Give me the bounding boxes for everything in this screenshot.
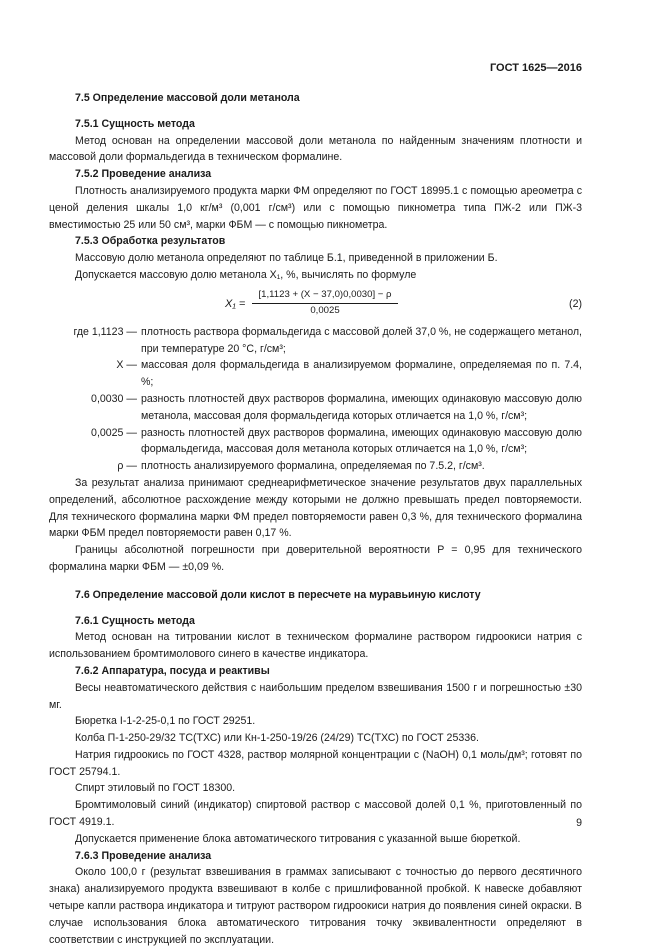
section-7-6-3-text: Около 100,0 г (результат взвешивания в граммах записывают с точностью до первого десятичного знака) анализируемого продукта взвешивают в колбе с пришлифованной пробкой. К навеске добавляют четыре капли раствора индикатора и титруют раствором гидроокиси натрия до появления синей окраски. В случае использования блока автоматического титрования точку эквивалентности определяют в соответствии с инструкцией по эксплуатации. (49, 866, 582, 946)
equipment-item: Спирт этиловый по ГОСТ 18300. (75, 782, 236, 795)
equipment-item: Бромтимоловый синий (индикатор) спиртовой раствор с массовой долей 0,1 %, приготовленный по ГОСТ 4919.1. (49, 799, 582, 829)
bounds-paragraph: Границы абсолютной погрешности при доверительной вероятности P = 0,95 для технического формалина марки ФБМ — ±0,09 %. (49, 544, 582, 573)
formula-lhs: X₁ = (225, 297, 246, 310)
section-7-6-2-title: 7.6.2 Аппаратура, посуда и реактивы (75, 664, 270, 677)
section-7-5-2-title: 7.5.2 Проведение анализа (75, 168, 212, 181)
definitions-list (49, 324, 582, 475)
definition-term: 0,0025 — (91, 426, 137, 439)
definition-text: плотность анализируемого формалина, определяемая по 7.5.2, г/см³. (141, 460, 485, 473)
definition-text: массовая доля формальдегида в анализируемом формалине, определяемая по п. 7.4, %; (141, 359, 582, 389)
formula-number: (2) (569, 297, 582, 310)
definition-text: разность плотностей двух растворов формалина, имеющих одинаковую массовую долю формальдегида, массовая доля метанола которых отличается на 1,0 %, г/см³; (141, 426, 582, 456)
formula-2 (49, 288, 582, 322)
definition-item (49, 357, 582, 391)
section-7-5-3-title: 7.5.3 Обработка результатов (75, 235, 226, 248)
section-7-6-title: 7.6 Определение массовой доли кислот в пересчете на муравьиную кислоту (75, 588, 481, 601)
formula-denominator: 0,0025 (310, 304, 340, 316)
section-7-5-3-text-2: Допускается массовую долю метанола X₁, %, вычислять по формуле (75, 268, 417, 281)
definition-term: ρ — (117, 460, 137, 473)
section-7-5-1-title: 7.5.1 Сущность метода (75, 117, 195, 130)
definition-item (49, 425, 582, 459)
formula-numerator: [1,1123 + (X − 37,0)0,0030] − ρ (252, 288, 398, 304)
result-paragraph: За результат анализа принимают среднеарифметическое значение результатов двух параллельных определений, абсолютное расхождение между которыми не должно превышать предел повторяемости. Для технического формалина марки ФМ предел повторяемости равен 0,3 %, для технического формалина марки ФБМ предел повторяемости равен 0,17 %. (49, 476, 582, 540)
equipment-item: Колба П-1-250-29/32 ТС(ТХС) или Кн-1-250-19/26 (24/29) ТС(ТХС) по ГОСТ 25336. (75, 732, 479, 745)
section-7-6-1-title: 7.6.1 Сущность метода (75, 614, 195, 627)
equipment-item: Весы неавтоматического действия с наибольшим пределом взвешивания 1500 г и погрешностью ±30 мг. (49, 681, 582, 711)
definition-term: X — (116, 359, 137, 372)
page-number: 9 (576, 817, 582, 829)
equipment-item: Допускается применение блока автоматического титрования с указанной выше бюреткой. (75, 832, 521, 845)
section-7-5-2-text: Плотность анализируемого продукта марки ФМ определяют по ГОСТ 18995.1 с помощью ареометра с ценой деления шкалы 1,0 кг/м³ (0,001 г/см³) или с помощью пикнометра типа ПЖ-2 или ПЖ-3 вместимостью 25 или 50 см³, марки ФБМ — с помощью пикнометра. (49, 184, 582, 231)
page-content (49, 90, 582, 948)
definition-text: разность плотностей двух растворов формалина, имеющих одинаковую массовую долю метанола, массовая доля формальдегида которых отличается на 1,0 %, г/см³; (141, 392, 582, 422)
formula-fraction (252, 288, 398, 318)
definition-item (49, 458, 582, 475)
definition-item (49, 391, 582, 425)
section-7-5-title: 7.5 Определение массовой доли метанола (75, 92, 300, 104)
equipment-item: Натрия гидроокись по ГОСТ 4328, раствор молярной концентрации c (NaOH) 0,1 моль/дм³; готовят по ГОСТ 25794.1. (49, 748, 582, 778)
definition-text: плотность раствора формальдегида с массовой долей 37,0 %, не содержащего метанол, при температуре 20 °С, г/см³; (141, 325, 582, 355)
definition-term: 0,0030 — (91, 392, 137, 405)
equipment-item: Бюретка I-1-2-25-0,1 по ГОСТ 29251. (75, 715, 256, 728)
definition-term: где 1,1123 — (73, 325, 137, 338)
section-7-6-1-text: Метод основан на титровании кислот в техническом формалине раствором гидроокиси натрия с использованием бромтимолового синего в качестве индикатора. (49, 631, 582, 661)
running-header: ГОСТ 1625—2016 (489, 62, 582, 74)
section-7-5-3-text-1: Массовую долю метанола определяют по таблице Б.1, приведенной в приложении Б. (75, 252, 498, 265)
definition-item (49, 324, 582, 358)
section-7-5-1-text: Метод основан на определении массовой доли метанола по найденным значениям плотности и массовой доли формальдегида в техническом формалине. (49, 134, 582, 164)
section-7-6-3-title: 7.6.3 Проведение анализа (75, 849, 212, 862)
equipment-list (49, 680, 582, 848)
